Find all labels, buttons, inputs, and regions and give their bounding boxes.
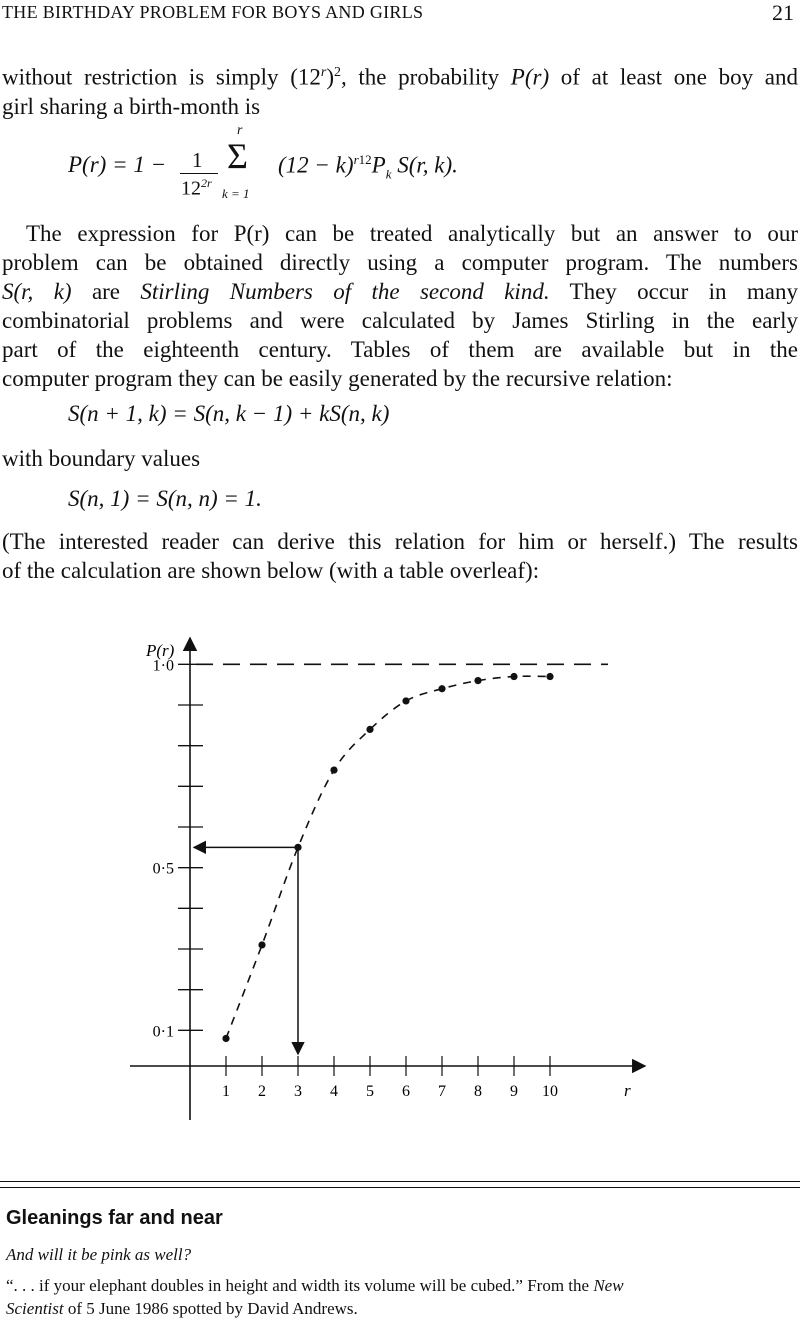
boundary-text: with boundary values	[2, 446, 201, 471]
data-point	[438, 685, 445, 692]
data-point	[330, 766, 337, 773]
paragraph-stirling-line-4: combinatorial problems and were calculated by James Stirling in the early	[2, 308, 798, 333]
paragraph-stirling-line-1: The expression for P(r) can be treated analytically but an answer to our	[26, 221, 798, 246]
gleanings-title: Gleanings far and near	[6, 1207, 223, 1229]
eq1-frac-bar	[180, 173, 218, 174]
running-head: THE BIRTHDAY PROBLEM FOR BOYS AND GIRLS	[2, 2, 424, 22]
x-tick-label: 1	[222, 1083, 230, 1100]
equation-boundary: S(n, 1) = S(n, n) = 1.	[68, 486, 262, 511]
x-axis-label: r	[624, 1081, 631, 1100]
x-tick-label: 7	[438, 1083, 446, 1100]
x-tick-label: 5	[366, 1083, 374, 1100]
data-point	[546, 673, 553, 680]
gleanings-quote: “. . . if your elephant doubles in height and width its volume will be cubed.” From the New Scientist of 5 June 1986 spotted by David Andrews.	[6, 1276, 624, 1318]
gleanings-subtitle: And will it be pink as well?	[6, 1245, 192, 1264]
page-header	[0, 0, 800, 30]
paragraph-intro-line-1: without restriction is simply $(12^r)^2$, the probability P(r) of at least one boy and	[2, 64, 799, 90]
eq1-lhs: P(r) = 1 −	[68, 152, 167, 177]
eq1-frac-den: $12^{2r}$	[181, 176, 212, 200]
y-axis-label: P(r)	[146, 641, 175, 660]
equation-recursion: S(n + 1, k) = S(n, k − 1) + kS(n, k)	[68, 401, 390, 426]
paragraph-stirling	[2, 219, 798, 393]
y-tick-label: 0·1	[152, 1023, 174, 1041]
eq1-sigma: Σ	[227, 136, 248, 176]
page-number: 21	[772, 0, 794, 25]
x-tick-label: 3	[294, 1083, 302, 1100]
x-tick-label: 2	[258, 1083, 266, 1100]
data-point	[258, 941, 265, 948]
paragraph-boundary	[2, 444, 798, 473]
section-rule-bottom	[0, 1187, 800, 1188]
x-tick-label: 4	[330, 1083, 338, 1100]
x-tick-label: 9	[510, 1083, 518, 1100]
data-point	[222, 1035, 229, 1042]
eq1-frac-num: 1	[192, 148, 203, 172]
paragraph-intro	[2, 58, 798, 121]
eq1-sum-lower: k = 1	[222, 186, 250, 201]
paragraph-results-line-2: of the calculation are shown below (with a table overleaf):	[2, 558, 540, 583]
eq1-sum-upper: r	[237, 123, 243, 138]
equation-probability	[0, 120, 800, 210]
data-point	[366, 726, 373, 733]
x-tick-label: 6	[402, 1083, 410, 1100]
paragraph-results	[2, 527, 798, 585]
x-tick-label: 8	[474, 1083, 482, 1100]
paragraph-results-line-1: (The interested reader can derive this relation for him or herself.) The results	[2, 529, 798, 554]
paragraph-stirling-line-6: computer program they can be easily generated by the recursive relation:	[2, 366, 673, 391]
paragraph-stirling-line-5: part of the eighteenth century. Tables of them are available but in the	[2, 337, 798, 362]
data-point	[510, 673, 517, 680]
section-rule-top	[0, 1181, 800, 1182]
y-tick-label: 0·5	[152, 860, 174, 878]
probability-chart	[0, 600, 800, 1160]
series-curve	[226, 676, 550, 1038]
x-tick-label: 10	[542, 1083, 558, 1100]
paragraph-stirling-line-3: S(r, k) are Stirling Numbers of the second kind. They occur in many	[2, 279, 798, 304]
data-point	[474, 677, 481, 684]
eq1-body: $(12 - k)^{r12}P_k$ S(r, k).	[278, 152, 458, 182]
y-tick-label: 1·0	[152, 657, 174, 675]
paragraph-stirling-line-2: problem can be obtained directly using a computer program. The numbers	[2, 250, 798, 275]
paragraph-intro-line-2: girl sharing a birth-month is	[2, 93, 261, 119]
data-point	[402, 697, 409, 704]
